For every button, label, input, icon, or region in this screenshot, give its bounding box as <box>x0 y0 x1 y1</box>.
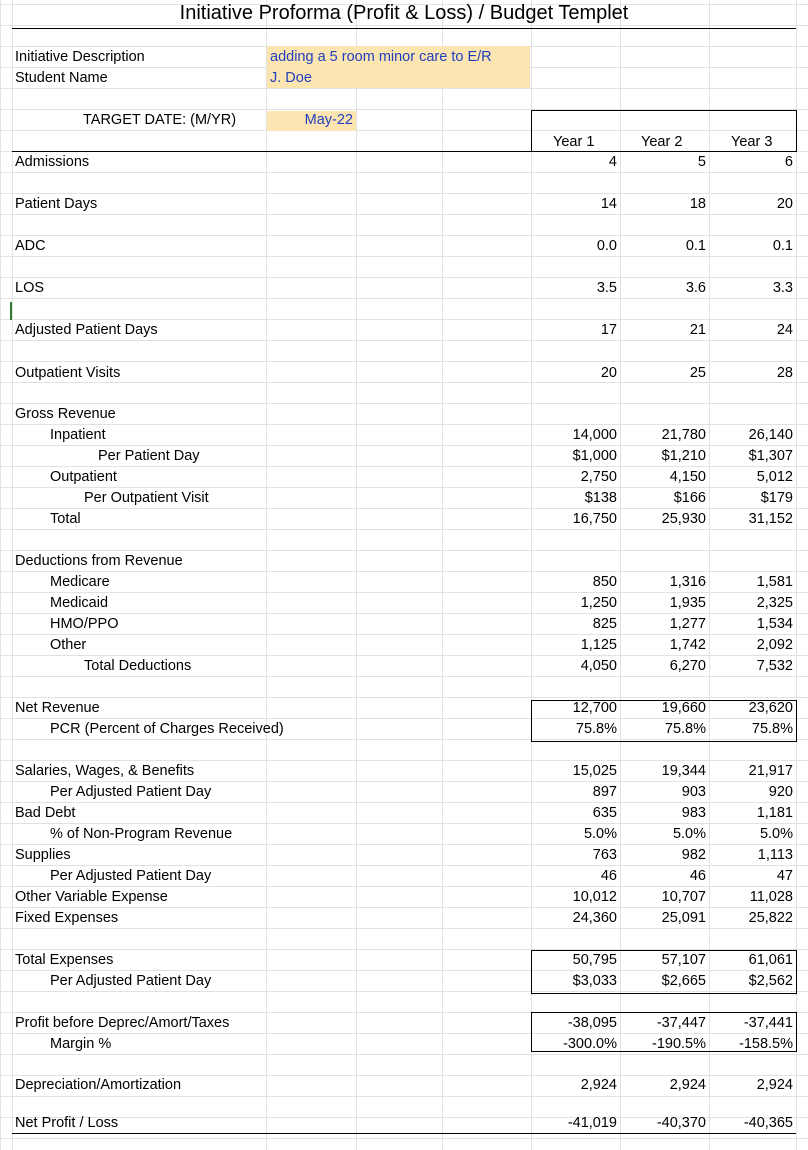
value-cell-year1[interactable]: 17 <box>600 322 617 338</box>
value-cell-year1[interactable]: 20 <box>600 365 617 381</box>
row-label-net-profit-loss: Net Profit / Loss <box>15 1115 119 1131</box>
value-cell-year2[interactable]: 0.1 <box>685 238 706 254</box>
value-cell-year1[interactable]: 50,795 <box>572 952 617 968</box>
row-label-profit-before-deprec-amort-taxes: Profit before Deprec/Amort/Taxes <box>15 1015 230 1031</box>
value-cell-year3[interactable]: 11,028 <box>749 889 793 905</box>
value-cell-year3[interactable]: 2,325 <box>756 595 793 611</box>
column-divider <box>12 0 13 1150</box>
value-cell-year3[interactable]: -40,365 <box>743 1115 793 1131</box>
row-label-depreciation-amortization: Depreciation/Amortization <box>15 1077 182 1093</box>
value-cell-year2[interactable]: 4,150 <box>669 469 706 485</box>
value-cell-year3[interactable]: 920 <box>768 784 793 800</box>
value-cell-year3[interactable]: 3.3 <box>772 280 793 296</box>
value-cell-year1[interactable]: $3,033 <box>572 973 617 989</box>
value-cell-year2[interactable]: 6,270 <box>669 658 706 674</box>
value-cell-year2[interactable]: 25 <box>689 365 706 381</box>
value-cell-year3[interactable]: 6 <box>784 154 793 170</box>
value-cell-year1[interactable]: 14 <box>600 196 617 212</box>
value-cell-year1[interactable]: 16,750 <box>572 511 617 527</box>
row-label-fixed-expenses: Fixed Expenses <box>15 910 119 926</box>
value-cell-year3[interactable]: 26,140 <box>748 427 793 443</box>
row-label-per-adjusted-patient-day: Per Adjusted Patient Day <box>50 868 212 884</box>
value-cell-year3[interactable]: 21,917 <box>748 763 793 779</box>
row-label-inpatient: Inpatient <box>50 427 106 443</box>
value-cell-year3[interactable]: 5,012 <box>756 469 793 485</box>
value-cell-year2[interactable]: 19,344 <box>661 763 706 779</box>
value-cell-year3[interactable]: -158.5% <box>738 1036 793 1052</box>
column-divider <box>266 0 267 1150</box>
value-cell-year2[interactable]: 1,277 <box>669 616 706 632</box>
value-cell-year3[interactable]: 2,092 <box>756 637 793 653</box>
value-cell-year3[interactable]: 28 <box>776 365 793 381</box>
value-cell-year2[interactable]: -40,370 <box>656 1115 706 1131</box>
title-underline <box>12 28 796 29</box>
value-cell-year1[interactable]: 2,924 <box>580 1077 617 1093</box>
target-date-value-cell[interactable]: May-22 <box>304 112 353 128</box>
row-label-total: Total <box>50 511 81 527</box>
value-cell-year2[interactable]: 25,930 <box>661 511 706 527</box>
row-label-hmo-ppo: HMO/PPO <box>50 616 119 632</box>
value-cell-year3[interactable]: $2,562 <box>748 973 793 989</box>
value-cell-year1[interactable]: 897 <box>592 784 617 800</box>
value-cell-year2[interactable]: 2,924 <box>669 1077 706 1093</box>
value-cell-year1[interactable]: 4 <box>608 154 617 170</box>
row-label-other: Other <box>50 637 87 653</box>
value-cell-year2[interactable]: 983 <box>681 805 706 821</box>
value-cell-year3[interactable]: 7,532 <box>756 658 793 674</box>
row-label-los: LOS <box>15 280 45 296</box>
row-label-salaries-wages-benefits: Salaries, Wages, & Benefits <box>15 763 195 779</box>
value-cell-year1[interactable]: 850 <box>592 574 617 590</box>
value-cell-year2[interactable]: 982 <box>681 847 706 863</box>
value-cell-year1[interactable]: -300.0% <box>562 1036 617 1052</box>
value-cell-year2[interactable]: 3.6 <box>685 280 706 296</box>
value-cell-year2[interactable]: 57,107 <box>661 952 706 968</box>
value-cell-year2[interactable]: 10,707 <box>661 889 706 905</box>
value-cell-year2[interactable]: 46 <box>689 868 706 884</box>
value-cell-year3[interactable]: $1,307 <box>748 448 793 464</box>
value-cell-year3[interactable]: 5.0% <box>759 826 793 842</box>
row-label-total-expenses: Total Expenses <box>15 952 114 968</box>
value-cell-year2[interactable]: 18 <box>689 196 706 212</box>
value-cell-year1[interactable]: 1,125 <box>580 637 617 653</box>
row-label-pcr-percent-of-charges-received: PCR (Percent of Charges Received) <box>50 721 284 737</box>
value-cell-year3[interactable]: 1,581 <box>756 574 793 590</box>
row-label-margin: Margin % <box>50 1036 112 1052</box>
row-label-of-non-program-revenue: % of Non-Program Revenue <box>50 826 233 842</box>
value-cell-year2[interactable]: 75.8% <box>664 721 706 737</box>
value-cell-year2[interactable]: $1,210 <box>661 448 706 464</box>
row-label-admissions: Admissions <box>15 154 90 170</box>
value-cell-year1[interactable]: $1,000 <box>572 448 617 464</box>
value-cell-year1[interactable]: 75.8% <box>575 721 617 737</box>
value-cell-year1[interactable]: 0.0 <box>596 238 617 254</box>
value-cell-year3[interactable]: 31,152 <box>748 511 793 527</box>
value-cell-year1[interactable]: -38,095 <box>567 1015 617 1031</box>
year2-header: Year 2 <box>641 134 683 150</box>
column-divider <box>442 0 443 1150</box>
active-cell-marker <box>10 302 12 320</box>
value-cell-year3[interactable]: $179 <box>760 490 793 506</box>
value-cell-year3[interactable]: 0.1 <box>772 238 793 254</box>
row-label-outpatient-visits: Outpatient Visits <box>15 365 121 381</box>
description-label: Initiative Description <box>15 49 145 65</box>
row-label-deductions-from-revenue: Deductions from Revenue <box>15 553 183 569</box>
value-cell-year1[interactable]: 763 <box>592 847 617 863</box>
row-label-patient-days: Patient Days <box>15 196 98 212</box>
row-label-other-variable-expense: Other Variable Expense <box>15 889 168 905</box>
value-cell-year1[interactable]: 10,012 <box>572 889 617 905</box>
value-cell-year2[interactable]: 19,660 <box>661 700 706 716</box>
value-cell-year3[interactable]: 23,620 <box>748 700 793 716</box>
row-label-supplies: Supplies <box>15 847 71 863</box>
value-cell-year1[interactable]: 3.5 <box>596 280 617 296</box>
row-label-adc: ADC <box>15 238 46 254</box>
student-name-value-cell[interactable]: J. Doe <box>270 70 312 86</box>
value-cell-year2[interactable]: 903 <box>681 784 706 800</box>
year1-header: Year 1 <box>553 134 595 150</box>
column-divider <box>356 0 357 1150</box>
value-cell-year3[interactable]: -37,441 <box>743 1015 793 1031</box>
value-cell-year1[interactable]: $138 <box>584 490 617 506</box>
value-cell-year3[interactable]: 47 <box>776 868 793 884</box>
target-date-label: TARGET DATE: (M/YR) <box>83 112 237 128</box>
value-cell-year3[interactable]: 2,924 <box>756 1077 793 1093</box>
value-cell-year2[interactable]: 25,091 <box>661 910 706 926</box>
value-cell-year1[interactable]: 1,250 <box>580 595 617 611</box>
value-cell-year2[interactable]: 5 <box>697 154 706 170</box>
row-label-gross-revenue: Gross Revenue <box>15 406 116 422</box>
value-cell-year2[interactable]: 1,935 <box>669 595 706 611</box>
value-cell-year2[interactable]: -37,447 <box>656 1015 706 1031</box>
description-value-cell[interactable]: adding a 5 room minor care to E/R <box>270 49 492 65</box>
sheet-title: Initiative Proforma (Profit & Loss) / Budget Templet <box>179 2 629 24</box>
student-name-label: Student Name <box>15 70 108 86</box>
value-cell-year3[interactable]: 25,822 <box>748 910 793 926</box>
value-cell-year1[interactable]: -41,019 <box>567 1115 617 1131</box>
value-cell-year3[interactable]: 1,534 <box>756 616 793 632</box>
row-label-bad-debt: Bad Debt <box>15 805 76 821</box>
value-cell-year3[interactable]: 75.8% <box>751 721 793 737</box>
value-cell-year2[interactable]: 21,780 <box>661 427 706 443</box>
year3-header: Year 3 <box>731 134 773 150</box>
value-cell-year1[interactable]: 46 <box>600 868 617 884</box>
value-cell-year2[interactable]: -190.5% <box>651 1036 706 1052</box>
value-cell-year3[interactable]: 61,061 <box>748 952 793 968</box>
value-cell-year2[interactable]: 1,316 <box>669 574 706 590</box>
row-label-medicaid: Medicaid <box>50 595 109 611</box>
value-cell-year1[interactable]: 24,360 <box>572 910 617 926</box>
row-label-adjusted-patient-days: Adjusted Patient Days <box>15 322 158 338</box>
row-label-per-adjusted-patient-day: Per Adjusted Patient Day <box>50 973 212 989</box>
value-cell-year1[interactable]: 12,700 <box>572 700 617 716</box>
value-cell-year2[interactable]: 5.0% <box>672 826 706 842</box>
value-cell-year1[interactable]: 825 <box>592 616 617 632</box>
value-cell-year2[interactable]: 1,742 <box>669 637 706 653</box>
value-cell-year3[interactable]: 20 <box>776 196 793 212</box>
value-cell-year3[interactable]: 24 <box>776 322 793 338</box>
value-cell-year3[interactable]: 1,181 <box>756 805 793 821</box>
value-cell-year1[interactable]: 4,050 <box>580 658 617 674</box>
bottom-rule <box>12 1133 796 1134</box>
value-cell-year1[interactable]: 14,000 <box>572 427 617 443</box>
value-cell-year1[interactable]: 2,750 <box>580 469 617 485</box>
value-cell-year3[interactable]: 1,113 <box>757 847 793 863</box>
row-label-per-patient-day: Per Patient Day <box>98 448 200 464</box>
row-label-total-deductions: Total Deductions <box>84 658 192 674</box>
value-cell-year1[interactable]: 635 <box>592 805 617 821</box>
value-cell-year1[interactable]: 15,025 <box>572 763 617 779</box>
row-label-per-outpatient-visit: Per Outpatient Visit <box>84 490 209 506</box>
row-label-medicare: Medicare <box>50 574 110 590</box>
value-cell-year1[interactable]: 5.0% <box>583 826 617 842</box>
value-cell-year2[interactable]: $2,665 <box>661 973 706 989</box>
row-label-outpatient: Outpatient <box>50 469 117 485</box>
value-cell-year2[interactable]: $166 <box>673 490 706 506</box>
row-label-per-adjusted-patient-day: Per Adjusted Patient Day <box>50 784 212 800</box>
row-label-net-revenue: Net Revenue <box>15 700 100 716</box>
value-cell-year2[interactable]: 21 <box>689 322 706 338</box>
